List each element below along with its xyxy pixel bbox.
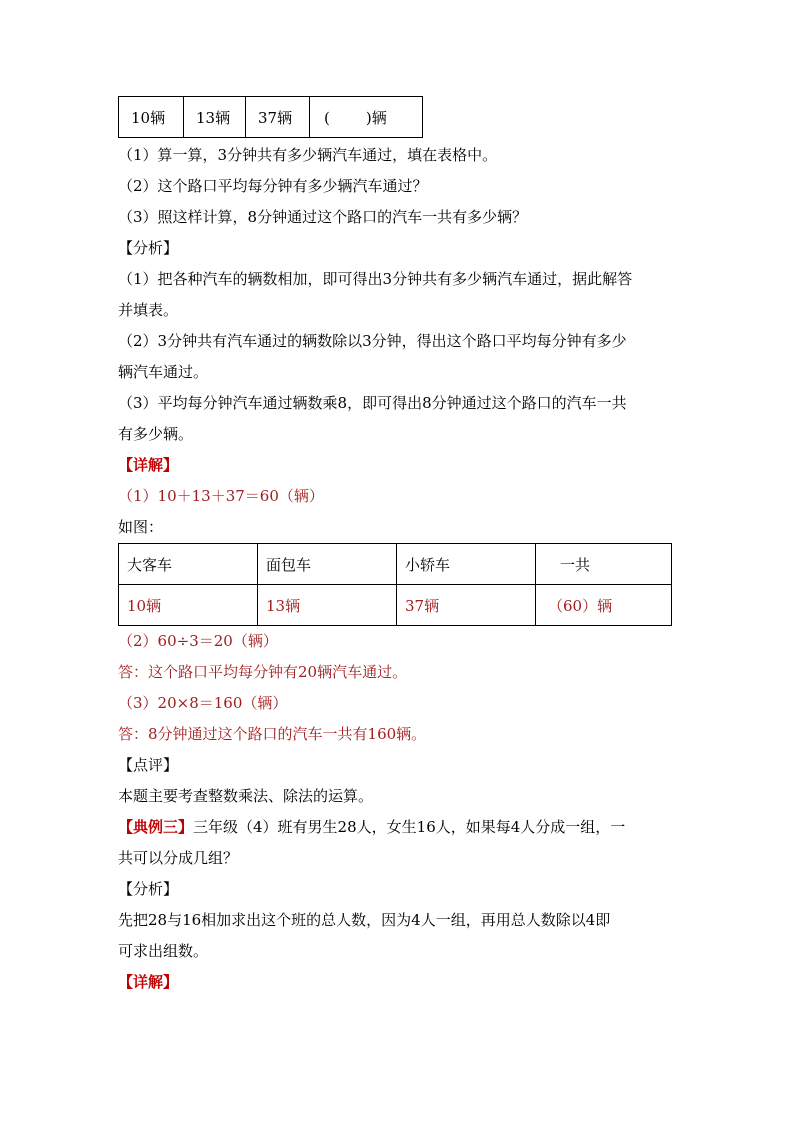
analysis-line: 有多少辆。 xyxy=(118,425,194,443)
table-cell: 13辆 xyxy=(184,97,246,138)
table-cell-blank: ( )辆 xyxy=(310,97,423,138)
analysis-2-heading: 【分析】 xyxy=(118,880,179,898)
table-cell: 37辆 xyxy=(246,97,310,138)
table-row xyxy=(119,585,672,626)
answer-3: 答：8分钟通过这个路口的汽车一共有160辆。 xyxy=(118,725,427,743)
analysis-line: 并填表。 xyxy=(118,301,179,319)
as-shown-label: 如图： xyxy=(118,518,164,536)
detail-heading: 【详解】 xyxy=(118,456,179,474)
table-cell: 10辆 xyxy=(119,585,258,626)
comment-text: 本题主要考查整数乘法、除法的运算。 xyxy=(118,787,374,805)
vehicle-count-table xyxy=(118,96,423,138)
analysis-2-line: 先把28与16相加求出这个班的总人数，因为4人一组，再用总人数除以4即 xyxy=(118,911,611,929)
example-3-line xyxy=(118,812,678,843)
analysis-line: 辆汽车通过。 xyxy=(118,363,209,381)
detail-2-heading: 【详解】 xyxy=(118,973,179,991)
table-cell: 10辆 xyxy=(119,97,184,138)
example-3-label: 【典例三】 xyxy=(118,818,194,836)
analysis-line: （1）把各种汽车的辆数相加，即可得出3分钟共有多少辆汽车通过，据此解答 xyxy=(118,270,633,288)
table-header-cell: 小轿车 xyxy=(397,544,536,585)
answer-2: 答：这个路口平均每分钟有20辆汽车通过。 xyxy=(118,663,408,681)
analysis-heading: 【分析】 xyxy=(118,239,179,257)
table-header-cell: 大客车 xyxy=(119,544,258,585)
example-3-text: 三年级（4）班有男生28人，女生16人，如果每4人分成一组，一 xyxy=(193,818,626,836)
comment-heading: 【点评】 xyxy=(118,756,179,774)
solution-step-2: （2）60÷3＝20（辆） xyxy=(118,632,278,650)
table-cell: 13辆 xyxy=(258,585,397,626)
table-header-cell: 面包车 xyxy=(258,544,397,585)
example-3-line-2: 共可以分成几组？ xyxy=(118,849,239,867)
question-1: （1）算一算，3分钟共有多少辆汽车通过，填在表格中。 xyxy=(118,146,498,164)
table-cell: （60）辆 xyxy=(536,585,672,626)
question-3: （3）照这样计算，8分钟通过这个路口的汽车一共有多少辆？ xyxy=(118,208,528,226)
solution-step-1: （1）10＋13＋37＝60（辆） xyxy=(118,487,324,505)
solution-step-3: （3）20×8＝160（辆） xyxy=(118,694,288,712)
document-body xyxy=(118,96,678,998)
analysis-line: （3）平均每分钟汽车通过辆数乘8，即可得出8分钟通过这个路口的汽车一共 xyxy=(118,394,627,412)
answer-table xyxy=(118,543,672,626)
analysis-line: （2）3分钟共有汽车通过的辆数除以3分钟，得出这个路口平均每分钟有多少 xyxy=(118,332,627,350)
table-header-row xyxy=(119,544,672,585)
table-row xyxy=(119,97,423,138)
table-header-cell: 一共 xyxy=(536,544,672,585)
table-cell: 37辆 xyxy=(397,585,536,626)
analysis-2-line: 可求出组数。 xyxy=(118,942,209,960)
question-2: （2）这个路口平均每分钟有多少辆汽车通过？ xyxy=(118,177,428,195)
